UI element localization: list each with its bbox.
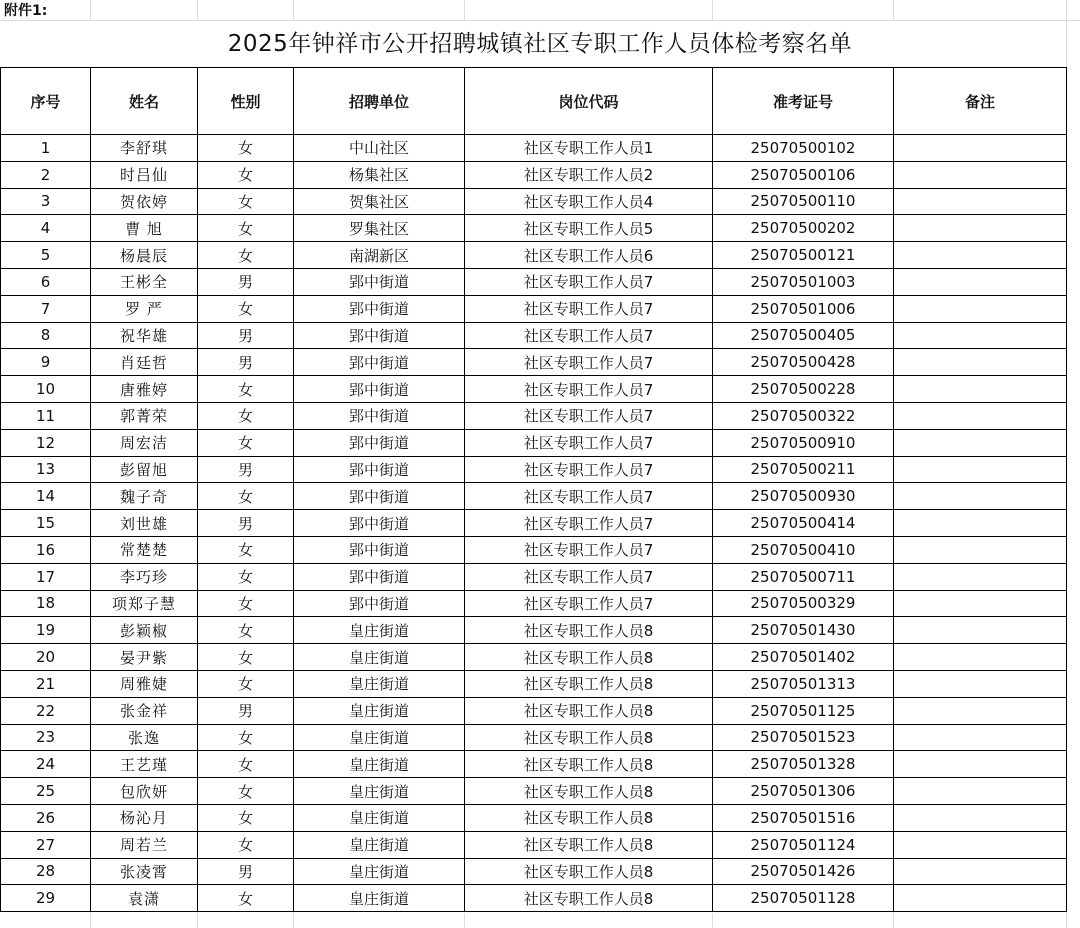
cell-gender: 女 (198, 161, 294, 188)
cell-post-code: 社区专职工作人员8 (465, 831, 713, 858)
cell-number: 16 (1, 536, 91, 563)
cell-post-code: 社区专职工作人员8 (465, 697, 713, 724)
cell-gender: 女 (198, 215, 294, 242)
cell-number: 10 (1, 376, 91, 403)
cell-exam-id: 25070500202 (713, 215, 894, 242)
cell-unit: 郢中街道 (294, 510, 465, 537)
cell-name: 周宏洁 (91, 429, 198, 456)
cell-name: 李舒琪 (91, 135, 198, 162)
cell-post-code: 社区专职工作人员7 (465, 590, 713, 617)
cell-note (894, 778, 1067, 805)
table-row (1, 135, 1067, 162)
cell-unit: 郢中街道 (294, 349, 465, 376)
cell-number: 3 (1, 188, 91, 215)
cell-number: 12 (1, 429, 91, 456)
col-header-note: 备注 (894, 68, 1067, 135)
table-row (1, 831, 1067, 858)
cell-name: 肖廷哲 (91, 349, 198, 376)
table-row (1, 536, 1067, 563)
cell-exam-id: 25070500102 (713, 135, 894, 162)
cell-unit: 皇庄街道 (294, 778, 465, 805)
cell-note (894, 483, 1067, 510)
cell-number: 28 (1, 858, 91, 885)
col-header-gender: 性别 (198, 68, 294, 135)
table-row (1, 778, 1067, 805)
cell-exam-id: 25070500228 (713, 376, 894, 403)
table-row (1, 161, 1067, 188)
cell-post-code: 社区专职工作人员1 (465, 135, 713, 162)
cell-number: 9 (1, 349, 91, 376)
cell-post-code: 社区专职工作人员7 (465, 295, 713, 322)
cell-gender: 女 (198, 804, 294, 831)
cell-post-code: 社区专职工作人员7 (465, 349, 713, 376)
cell-name: 罗 严 (91, 295, 198, 322)
cell-number: 1 (1, 135, 91, 162)
cell-name: 周若兰 (91, 831, 198, 858)
col-header-post-code: 岗位代码 (465, 68, 713, 135)
cell-exam-id: 25070501430 (713, 617, 894, 644)
cell-number: 7 (1, 295, 91, 322)
col-header-number: 序号 (1, 68, 91, 135)
cell-number: 19 (1, 617, 91, 644)
table-row (1, 724, 1067, 751)
cell-gender: 女 (198, 724, 294, 751)
table-row (1, 215, 1067, 242)
cell-number: 26 (1, 804, 91, 831)
table-row (1, 697, 1067, 724)
table-row (1, 456, 1067, 483)
cell-gender: 女 (198, 483, 294, 510)
cell-gender: 男 (198, 349, 294, 376)
cell-exam-id: 25070500121 (713, 242, 894, 269)
cell-note (894, 510, 1067, 537)
cell-post-code: 社区专职工作人员8 (465, 644, 713, 671)
table-row (1, 402, 1067, 429)
cell-name: 杨晨辰 (91, 242, 198, 269)
table-row (1, 349, 1067, 376)
cell-post-code: 社区专职工作人员7 (465, 483, 713, 510)
cell-unit: 皇庄街道 (294, 804, 465, 831)
cell-unit: 杨集社区 (294, 161, 465, 188)
cell-name: 刘世雄 (91, 510, 198, 537)
cell-note (894, 188, 1067, 215)
cell-post-code: 社区专职工作人员7 (465, 536, 713, 563)
cell-gender: 女 (198, 536, 294, 563)
table-row (1, 510, 1067, 537)
header-row (1, 68, 1067, 135)
cell-exam-id: 25070500329 (713, 590, 894, 617)
cell-name: 贺依婷 (91, 188, 198, 215)
cell-note (894, 590, 1067, 617)
cell-unit: 皇庄街道 (294, 644, 465, 671)
cell-number: 18 (1, 590, 91, 617)
cell-name: 彭留旭 (91, 456, 198, 483)
cell-post-code: 社区专职工作人员8 (465, 751, 713, 778)
cell-post-code: 社区专职工作人员7 (465, 456, 713, 483)
cell-number: 4 (1, 215, 91, 242)
table-row (1, 617, 1067, 644)
cell-gender: 男 (198, 510, 294, 537)
cell-name: 魏子奇 (91, 483, 198, 510)
cell-gender: 女 (198, 644, 294, 671)
cell-unit: 皇庄街道 (294, 697, 465, 724)
table-row (1, 242, 1067, 269)
cell-number: 29 (1, 885, 91, 912)
cell-note (894, 376, 1067, 403)
roster-body (1, 135, 1067, 912)
cell-post-code: 社区专职工作人员8 (465, 778, 713, 805)
cell-unit: 中山社区 (294, 135, 465, 162)
cell-exam-id: 25070500322 (713, 402, 894, 429)
cell-unit: 郢中街道 (294, 563, 465, 590)
cell-unit: 皇庄街道 (294, 885, 465, 912)
cell-number: 22 (1, 697, 91, 724)
cell-post-code: 社区专职工作人员8 (465, 670, 713, 697)
cell-exam-id: 25070500910 (713, 429, 894, 456)
cell-gender: 男 (198, 858, 294, 885)
cell-note (894, 135, 1067, 162)
cell-unit: 皇庄街道 (294, 751, 465, 778)
cell-number: 6 (1, 268, 91, 295)
cell-number: 23 (1, 724, 91, 751)
cell-post-code: 社区专职工作人员8 (465, 804, 713, 831)
cell-note (894, 617, 1067, 644)
cell-gender: 女 (198, 188, 294, 215)
cell-post-code: 社区专职工作人员7 (465, 268, 713, 295)
cell-note (894, 215, 1067, 242)
cell-name: 时吕仙 (91, 161, 198, 188)
cell-gender: 男 (198, 456, 294, 483)
cell-gender: 女 (198, 590, 294, 617)
cell-number: 13 (1, 456, 91, 483)
cell-exam-id: 25070501125 (713, 697, 894, 724)
cell-note (894, 885, 1067, 912)
table-row (1, 590, 1067, 617)
cell-unit: 南湖新区 (294, 242, 465, 269)
cell-unit: 郢中街道 (294, 376, 465, 403)
cell-number: 2 (1, 161, 91, 188)
cell-name: 袁潇 (91, 885, 198, 912)
cell-unit: 郢中街道 (294, 402, 465, 429)
cell-number: 11 (1, 402, 91, 429)
cell-exam-id: 25070501426 (713, 858, 894, 885)
cell-note (894, 456, 1067, 483)
cell-gender: 女 (198, 831, 294, 858)
cell-number: 27 (1, 831, 91, 858)
cell-unit: 郢中街道 (294, 590, 465, 617)
roster-table (0, 67, 1067, 912)
cell-unit: 皇庄街道 (294, 858, 465, 885)
cell-unit: 郢中街道 (294, 268, 465, 295)
cell-note (894, 349, 1067, 376)
cell-name: 晏尹紫 (91, 644, 198, 671)
cell-post-code: 社区专职工作人员7 (465, 402, 713, 429)
cell-post-code: 社区专职工作人员8 (465, 885, 713, 912)
cell-gender: 男 (198, 268, 294, 295)
cell-post-code: 社区专职工作人员7 (465, 376, 713, 403)
table-row (1, 563, 1067, 590)
cell-name: 郭菁荣 (91, 402, 198, 429)
cell-gender: 女 (198, 402, 294, 429)
cell-exam-id: 25070500428 (713, 349, 894, 376)
cell-post-code: 社区专职工作人员2 (465, 161, 713, 188)
cell-note (894, 831, 1067, 858)
cell-name: 王艺瑾 (91, 751, 198, 778)
cell-name: 唐雅婷 (91, 376, 198, 403)
cell-gender: 女 (198, 429, 294, 456)
cell-exam-id: 25070501128 (713, 885, 894, 912)
cell-gender: 女 (198, 563, 294, 590)
cell-number: 15 (1, 510, 91, 537)
cell-name: 彭颖椒 (91, 617, 198, 644)
cell-unit: 郢中街道 (294, 295, 465, 322)
cell-gender: 女 (198, 242, 294, 269)
page-title: 2025年钟祥市公开招聘城镇社区专职工作人员体检考察名单 (227, 31, 853, 57)
cell-note (894, 322, 1067, 349)
cell-post-code: 社区专职工作人员8 (465, 617, 713, 644)
cell-note (894, 402, 1067, 429)
cell-exam-id: 25070501516 (713, 804, 894, 831)
cell-post-code: 社区专职工作人员7 (465, 429, 713, 456)
cell-exam-id: 25070501402 (713, 644, 894, 671)
table-row (1, 751, 1067, 778)
cell-name: 包欣妍 (91, 778, 198, 805)
cell-post-code: 社区专职工作人员7 (465, 322, 713, 349)
cell-post-code: 社区专职工作人员8 (465, 858, 713, 885)
cell-exam-id: 25070500110 (713, 188, 894, 215)
table-row (1, 429, 1067, 456)
cell-unit: 皇庄街道 (294, 831, 465, 858)
cell-note (894, 268, 1067, 295)
cell-exam-id: 25070500711 (713, 563, 894, 590)
col-header-exam-id: 准考证号 (713, 68, 894, 135)
table-row (1, 268, 1067, 295)
cell-gender: 女 (198, 670, 294, 697)
cell-number: 17 (1, 563, 91, 590)
cell-gender: 女 (198, 885, 294, 912)
col-header-unit: 招聘单位 (294, 68, 465, 135)
cell-name: 张逸 (91, 724, 198, 751)
cell-name: 曹 旭 (91, 215, 198, 242)
cell-unit: 郢中街道 (294, 322, 465, 349)
cell-unit: 皇庄街道 (294, 617, 465, 644)
cell-gender: 女 (198, 778, 294, 805)
cell-gender: 女 (198, 617, 294, 644)
table-row (1, 295, 1067, 322)
cell-note (894, 161, 1067, 188)
cell-exam-id: 25070500405 (713, 322, 894, 349)
cell-unit: 郢中街道 (294, 429, 465, 456)
cell-note (894, 724, 1067, 751)
cell-number: 24 (1, 751, 91, 778)
cell-exam-id: 25070500414 (713, 510, 894, 537)
cell-note (894, 295, 1067, 322)
cell-number: 21 (1, 670, 91, 697)
cell-name: 王彬全 (91, 268, 198, 295)
cell-unit: 罗集社区 (294, 215, 465, 242)
table-row (1, 858, 1067, 885)
cell-name: 项郑子慧 (91, 590, 198, 617)
cell-post-code: 社区专职工作人员8 (465, 724, 713, 751)
cell-exam-id: 25070501006 (713, 295, 894, 322)
cell-exam-id: 25070500211 (713, 456, 894, 483)
cell-exam-id: 25070501124 (713, 831, 894, 858)
col-header-name: 姓名 (91, 68, 198, 135)
cell-number: 5 (1, 242, 91, 269)
cell-gender: 女 (198, 295, 294, 322)
cell-gender: 男 (198, 697, 294, 724)
cell-note (894, 858, 1067, 885)
cell-post-code: 社区专职工作人员4 (465, 188, 713, 215)
cell-post-code: 社区专职工作人员7 (465, 563, 713, 590)
cell-note (894, 536, 1067, 563)
cell-note (894, 563, 1067, 590)
cell-exam-id: 25070500410 (713, 536, 894, 563)
cell-name: 常楚楚 (91, 536, 198, 563)
cell-note (894, 644, 1067, 671)
cell-name: 李巧珍 (91, 563, 198, 590)
cell-post-code: 社区专职工作人员7 (465, 510, 713, 537)
attachment-label: 附件1: (4, 3, 48, 19)
cell-name: 周雅婕 (91, 670, 198, 697)
cell-name: 张金祥 (91, 697, 198, 724)
cell-name: 杨沁月 (91, 804, 198, 831)
cell-exam-id: 25070501306 (713, 778, 894, 805)
table-row (1, 322, 1067, 349)
cell-exam-id: 25070500106 (713, 161, 894, 188)
cell-exam-id: 25070501313 (713, 670, 894, 697)
cell-name: 祝华雄 (91, 322, 198, 349)
cell-post-code: 社区专职工作人员5 (465, 215, 713, 242)
cell-exam-id: 25070501003 (713, 268, 894, 295)
cell-unit: 皇庄街道 (294, 724, 465, 751)
table-row (1, 644, 1067, 671)
cell-note (894, 697, 1067, 724)
cell-gender: 女 (198, 751, 294, 778)
cell-number: 25 (1, 778, 91, 805)
cell-gender: 女 (198, 135, 294, 162)
cell-unit: 皇庄街道 (294, 670, 465, 697)
cell-name: 张凌霄 (91, 858, 198, 885)
table-row (1, 670, 1067, 697)
cell-gender: 男 (198, 322, 294, 349)
cell-exam-id: 25070501328 (713, 751, 894, 778)
cell-note (894, 804, 1067, 831)
cell-unit: 郢中街道 (294, 456, 465, 483)
table-row (1, 804, 1067, 831)
cell-number: 20 (1, 644, 91, 671)
table-row (1, 376, 1067, 403)
table-row (1, 188, 1067, 215)
table-row (1, 483, 1067, 510)
table-row (1, 885, 1067, 912)
cell-note (894, 670, 1067, 697)
cell-gender: 女 (198, 376, 294, 403)
cell-note (894, 429, 1067, 456)
cell-unit: 贺集社区 (294, 188, 465, 215)
cell-exam-id: 25070501523 (713, 724, 894, 751)
cell-number: 14 (1, 483, 91, 510)
cell-exam-id: 25070500930 (713, 483, 894, 510)
cell-unit: 郢中街道 (294, 536, 465, 563)
cell-unit: 郢中街道 (294, 483, 465, 510)
cell-post-code: 社区专职工作人员6 (465, 242, 713, 269)
cell-note (894, 751, 1067, 778)
cell-note (894, 242, 1067, 269)
cell-number: 8 (1, 322, 91, 349)
